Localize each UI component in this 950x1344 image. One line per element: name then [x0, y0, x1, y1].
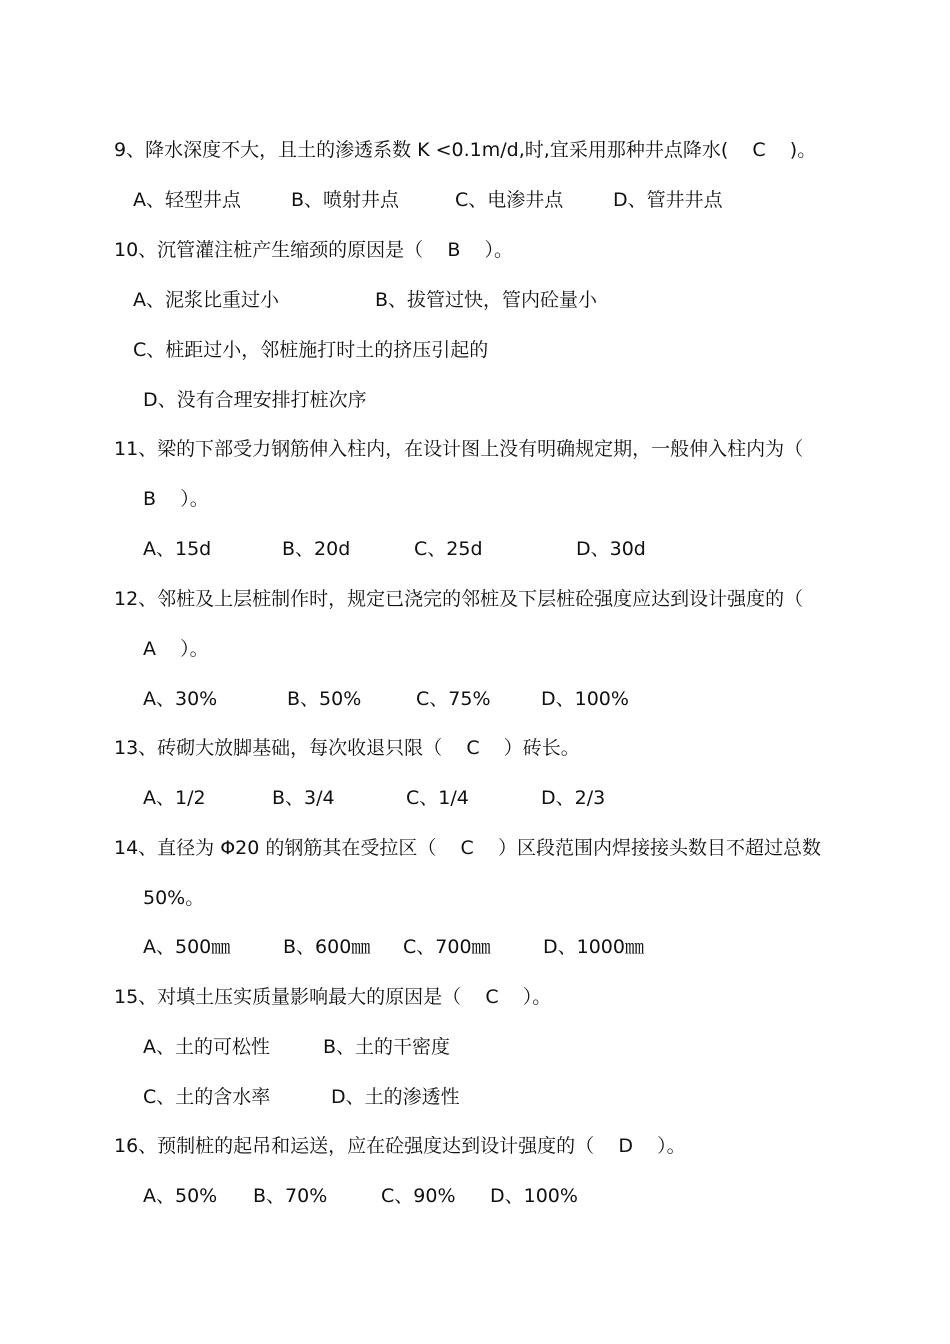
- question-16-option-c: C、90%: [381, 1185, 456, 1207]
- question-16-stem: 16、预制桩的起吊和运送，应在砼强度达到设计强度的（ D ）。: [114, 1135, 686, 1157]
- question-10-option-c: C、桩距过小，邻桩施打时土的挤压引起的: [133, 339, 489, 361]
- question-9-option-a: A、轻型井点: [133, 189, 241, 211]
- question-15-stem: 15、对填土压实质量影响最大的原因是（ C ）。: [114, 986, 552, 1008]
- question-10-option-a: A、泥浆比重过小: [133, 289, 279, 311]
- question-14-stem: 14、直径为 Φ20 的钢筋其在受拉区（ C ）区段范围内焊接接头数目不超过总数: [114, 837, 821, 859]
- question-9-stem: 9、降水深度不大，且土的渗透系数 K <0.1m/d,时,宜采用那种井点降水( C )。: [114, 139, 817, 161]
- question-12-option-a: A、30%: [143, 688, 218, 710]
- question-9-option-b: B、喷射井点: [291, 189, 400, 211]
- question-16-option-a: A、50%: [143, 1185, 218, 1207]
- question-12-stem-cont: A ）。: [143, 638, 209, 660]
- question-10-stem: 10、沉管灌注桩产生缩颈的原因是（ B ）。: [114, 239, 514, 261]
- question-13-option-c: C、1/4: [406, 787, 469, 809]
- question-10-option-d: D、没有合理安排打桩次序: [143, 389, 367, 411]
- question-12-option-c: C、75%: [416, 688, 491, 710]
- question-14-option-b: B、600㎜: [283, 936, 371, 958]
- question-16-option-d: D、100%: [490, 1185, 578, 1207]
- question-16-option-b: B、70%: [253, 1185, 328, 1207]
- question-10-option-b: B、拔管过快，管内砼量小: [375, 289, 598, 311]
- question-11-stem: 11、梁的下部受力钢筋伸入柱内，在设计图上没有明确规定期，一般伸入柱内为（: [114, 438, 804, 460]
- question-11-option-d: D、30d: [576, 538, 646, 560]
- question-14-option-c: C、700㎜: [403, 936, 491, 958]
- question-11-option-c: C、25d: [414, 538, 483, 560]
- question-14-option-a: A、500㎜: [143, 936, 231, 958]
- question-14-option-d: D、1000㎜: [543, 936, 644, 958]
- question-9-option-c: C、电渗井点: [455, 189, 564, 211]
- question-11-option-a: A、15d: [143, 538, 212, 560]
- question-13-stem: 13、砖砌大放脚基础，每次收退只限（ C ）砖长。: [114, 737, 580, 759]
- question-9-option-d: D、管井井点: [613, 189, 723, 211]
- question-15-option-c: C、土的含水率: [143, 1086, 271, 1108]
- question-15-option-d: D、土的渗透性: [331, 1086, 460, 1108]
- question-12-stem: 12、邻桩及上层桩制作时，规定已浇完的邻桩及下层桩砼强度应达到设计强度的（: [114, 588, 804, 610]
- question-15-option-b: B、土的干密度: [323, 1036, 451, 1058]
- question-13-option-b: B、3/4: [272, 787, 335, 809]
- question-11-option-b: B、20d: [282, 538, 351, 560]
- question-14-stem-cont: 50%。: [143, 887, 205, 909]
- question-11-stem-cont: B ）。: [143, 488, 209, 510]
- question-13-option-a: A、1/2: [143, 787, 206, 809]
- question-13-option-d: D、2/3: [541, 787, 606, 809]
- question-12-option-b: B、50%: [287, 688, 362, 710]
- question-15-option-a: A、土的可松性: [143, 1036, 270, 1058]
- question-12-option-d: D、100%: [541, 688, 629, 710]
